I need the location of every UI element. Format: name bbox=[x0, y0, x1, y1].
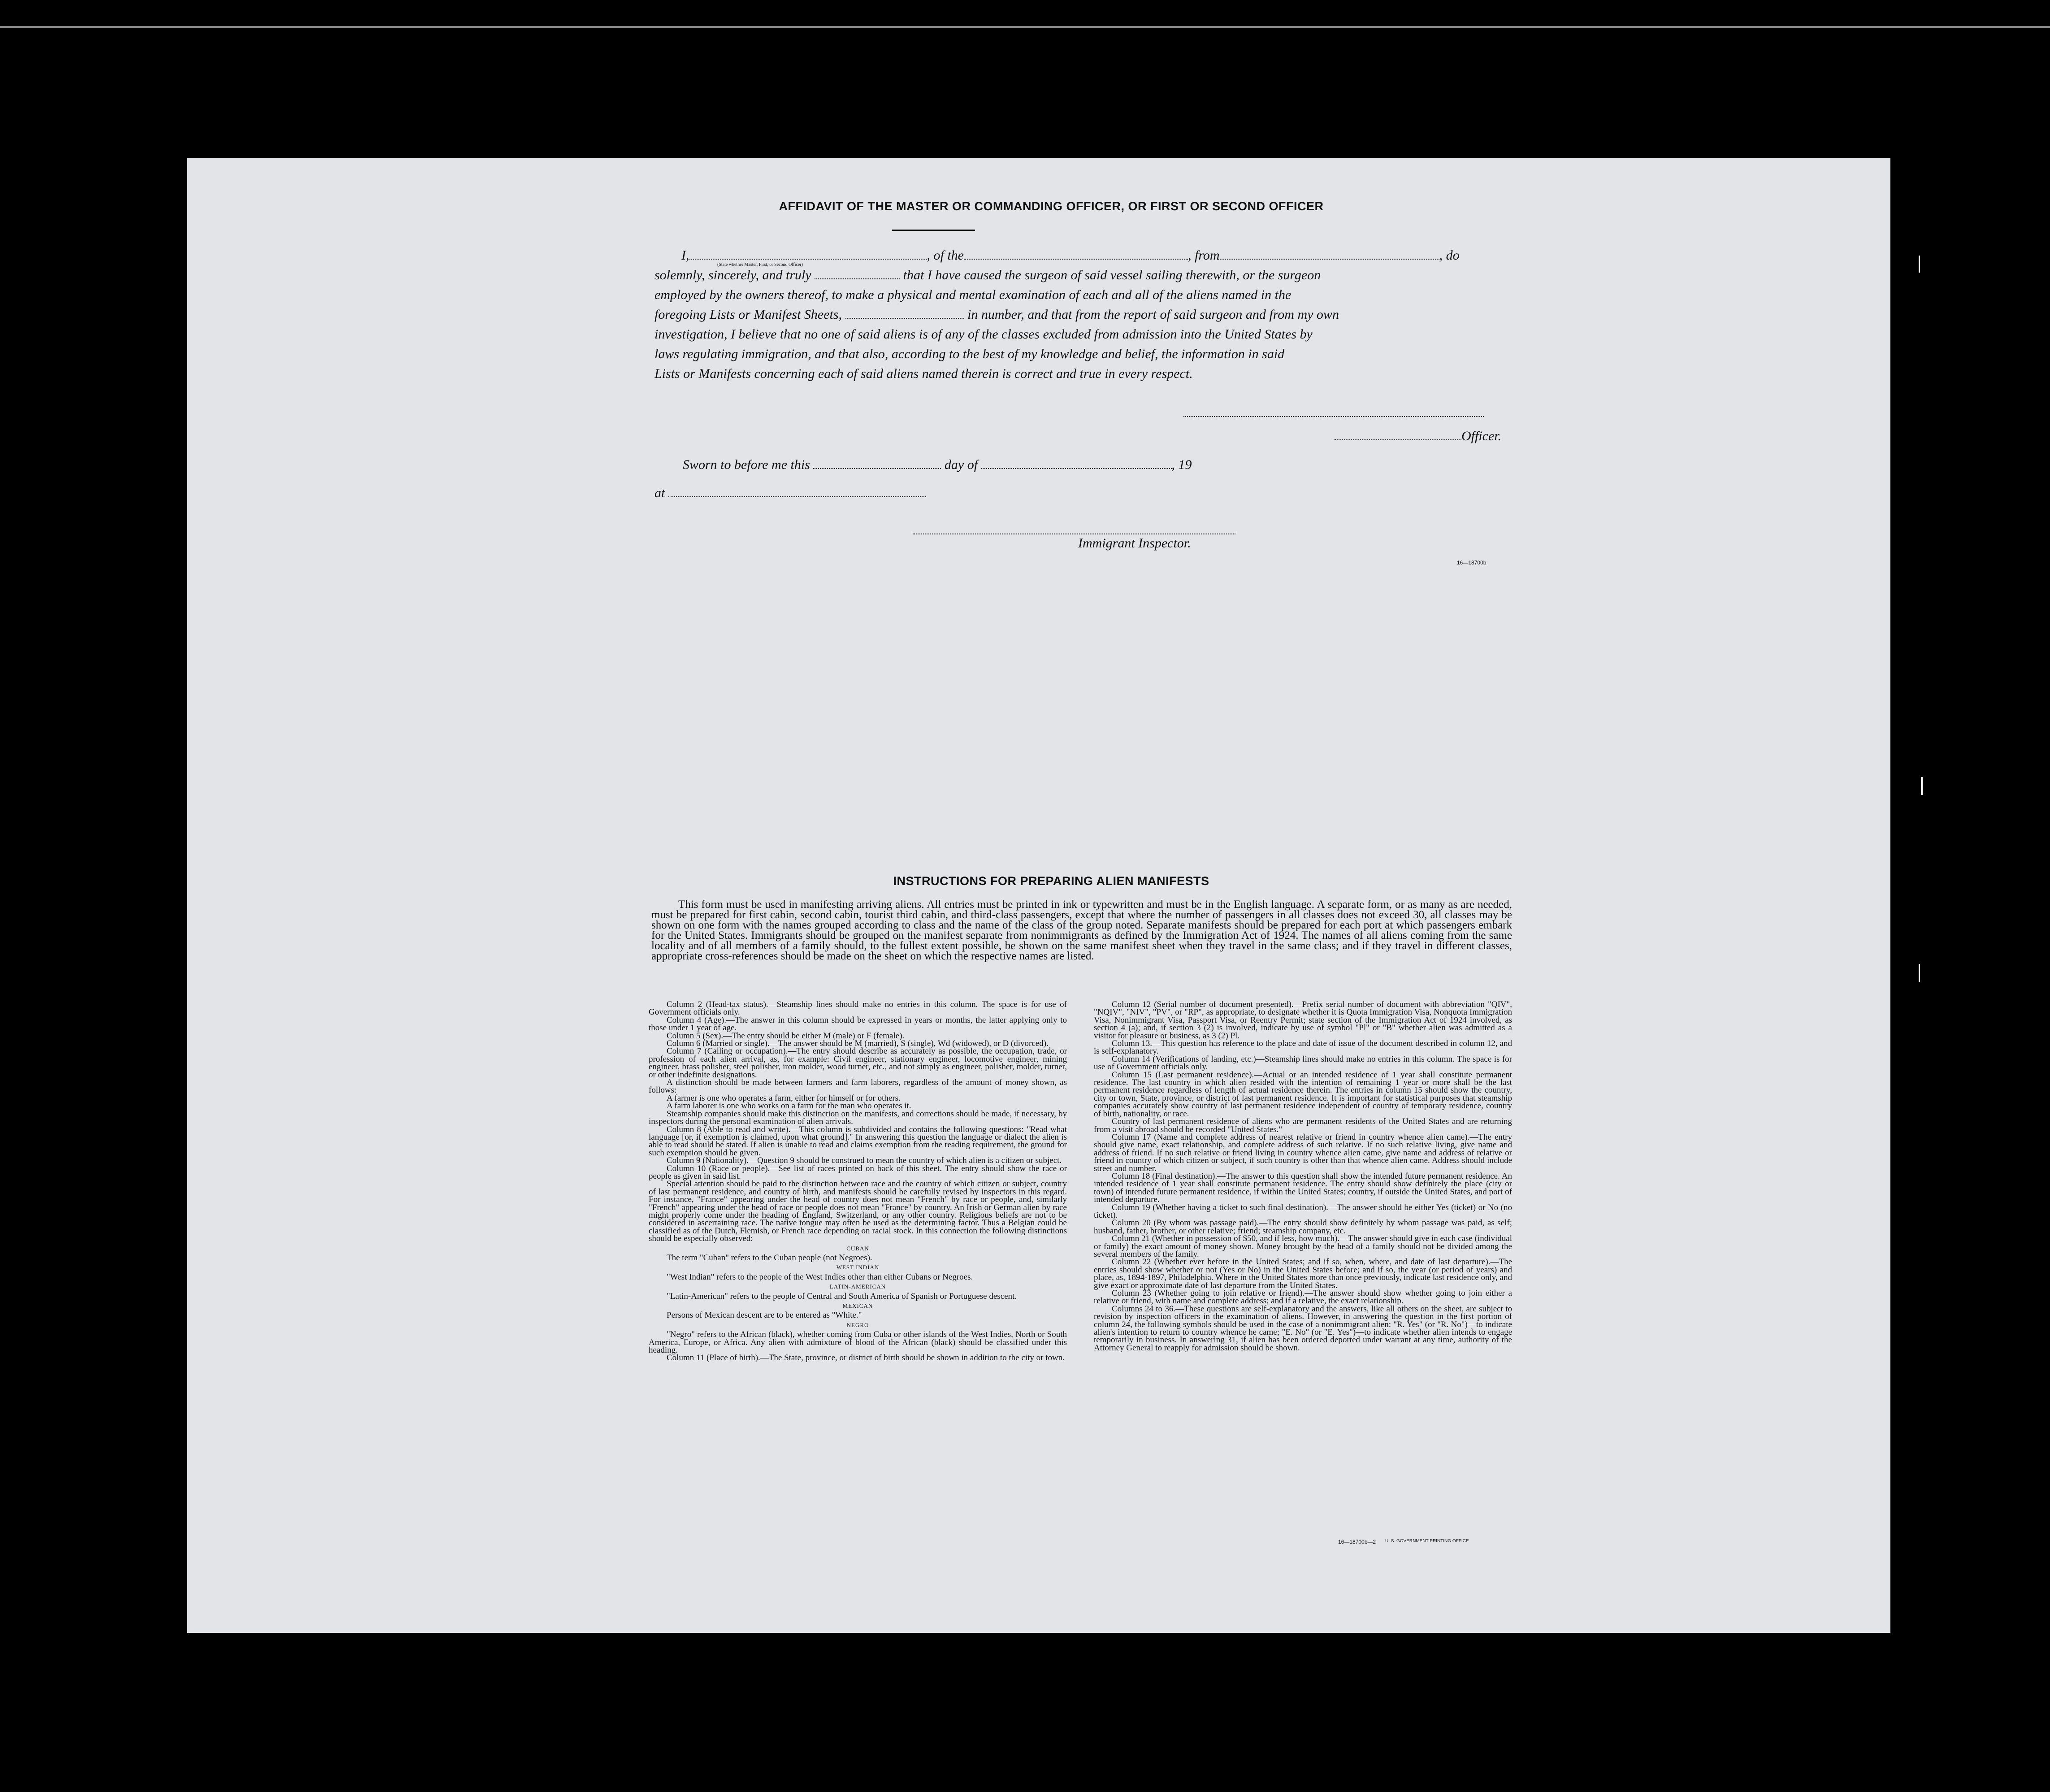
affidavit-line-3: employed by the owners thereof, to make a physical and mental examination of each and all of the aliens named in the bbox=[654, 287, 1292, 302]
instruction-paragraph: Column 13.—This question has reference to the place and date of issue of the document described in column 12, and is self-explanatory. bbox=[1094, 1039, 1512, 1056]
instruction-paragraph: Steamship companies should make this distinction on the manifests, and corrections should be made, if necessary, by inspectors during the personal examination of alien arrivals. bbox=[649, 1109, 1067, 1127]
at-line: at bbox=[654, 483, 926, 503]
instruction-paragraph: Column 15 (Last permanent residence).—Actual or an intended residence of 1 year shall constitute permanent residence. The last country in which alien resided with the intention of remaining 1 year or more shall be the last permanent residence regardless of length of actual residence therein. The entries in column 15 should show the country, city or town, State, province, or district of last permanent residence. It is important for statistical purposes that steamship companies accurately show country of last permanent residence independent of country of temporary residence, country of birth, nationality, or race. bbox=[1094, 1070, 1512, 1119]
sworn-month-blank bbox=[981, 468, 1172, 469]
instruction-paragraph: Column 2 (Head-tax status).—Steamship lines should make no entries in this column. The space is for use of Government officials only. bbox=[649, 1000, 1067, 1017]
instruction-paragraph: Column 14 (Verifications of landing, etc.)—Steamship lines should make no entries in this column. The space is for use of Government officials only. bbox=[1094, 1054, 1512, 1072]
port-from-blank bbox=[1220, 259, 1439, 260]
instruction-paragraph: Column 19 (Whether having a ticket to such final destination).—The answer should be either Yes (ticket) or No (no ticket). bbox=[1094, 1202, 1512, 1220]
oath-blank bbox=[815, 278, 900, 279]
instruction-paragraph: Column 11 (Place of birth).—The State, province, or district of birth should be shown in addition to the city or town. bbox=[667, 1353, 1065, 1363]
instruction-paragraph: Column 7 (Calling or occupation).—The entry should describe as accurately as possible, the occupation, trade, or profession of each alien arrival, as, for example: Civil engineer, stationary engineer, locomotive engineer, mining engineer, brass polisher, steel polisher, iron molder, wood turner, etc., and not simply as engineer, polisher, molder, turner, or other indefinite designations. bbox=[649, 1046, 1067, 1080]
scan-mark bbox=[1919, 964, 1920, 982]
officer-signature-line bbox=[1334, 429, 1501, 444]
officer-rank-note: (State whether Master, First, or Second Officer) bbox=[717, 262, 803, 267]
punch-hole bbox=[1895, 1151, 1926, 1176]
scan-mark bbox=[1919, 256, 1920, 273]
punch-hole bbox=[1895, 1432, 1926, 1456]
instructions-right-column bbox=[1094, 1001, 1512, 1352]
instruction-paragraph: Country of last permanent residence of aliens who are permanent residents of the United States and are returning from a visit abroad should be recorded "United States." bbox=[1094, 1117, 1512, 1134]
instructions-heading: INSTRUCTIONS FOR PREPARING ALIEN MANIFESTS bbox=[893, 874, 1209, 888]
instruction-paragraph: Column 18 (Final destination).—The answer to this question shall show the intended future permanent residence. An intended residence of 1 year shall constitute permanent residence. The entry should show definitely the place (city or town) of intended future permanent residence, if within the United States; country, if outside the United States, and port of intended departure. bbox=[1094, 1171, 1512, 1205]
instruction-paragraph: Column 8 (Able to read and write).—This column is subdivided and contains the following questions: "Read what language [or, if exemption is claimed, upon what ground]." In answering this question the language or dialect the alien is able to read should be stated. If alien is unable to read and claims exemption from the reading requirement, the ground for such exemption should be given. bbox=[649, 1124, 1067, 1158]
punch-hole bbox=[1895, 675, 1926, 699]
race-def-west-indian: "West Indian" refers to the people of the West Indies other than either Cubans or Negroes. bbox=[667, 1272, 973, 1282]
sworn-day-blank bbox=[813, 468, 941, 469]
affidavit-heading: AFFIDAVIT OF THE MASTER OR COMMANDING OFFICER, OR FIRST OR SECOND OFFICER bbox=[779, 200, 1324, 213]
footer-printer: U. S. GOVERNMENT PRINTING OFFICE bbox=[1385, 1539, 1469, 1544]
instruction-paragraph: A farmer is one who operates a farm, either for himself or for others. bbox=[667, 1093, 901, 1103]
footer-form-number: 16—18700b—2 bbox=[1338, 1539, 1376, 1545]
heading-rule bbox=[892, 230, 975, 231]
punch-hole bbox=[1895, 602, 1926, 626]
race-def-negro: "Negro" refers to the African (black), whether coming from Cuba or other islands of the West Indies, North or South America, Europe, or Africa. Any alien with admixture of blood of the African (black) should be classified under this heading. bbox=[649, 1330, 1067, 1355]
race-heading-west-indian: WEST INDIAN bbox=[836, 1264, 880, 1271]
officer-rank-blank bbox=[689, 259, 927, 260]
instruction-paragraph: Column 20 (By whom was passage paid).—The entry should show definitely by whom passage was paid, as self; husband, father, brother, or other relative; friend; steamship company, etc. bbox=[1094, 1218, 1512, 1236]
instruction-paragraph: Column 22 (Whether ever before in the United States; and if so, when, where, and date of last departure).—The entries should show whether or not (Yes or No) in the United States before; and if so, the year (or period of years) and place, as, 1894-1897, Philadelphia. Where in the United States more than once previously, indicate last residence only, and give exact or approximate date of last departure from the United States. bbox=[1094, 1257, 1512, 1290]
instructions-intro: This form must be used in manifesting arriving aliens. All entries must be printed in ink or typewritten and must be in the English language. A separate form, or as many as are needed, must be prepared for first cabin, second cabin, tourist third cabin, and third-class passengers, except that where the number of passengers in all classes does not exceed 30, all classes may be shown on one form with the names grouped according to class and the name of the class of the group noted. Separate manifests should be prepared for each port at which passengers embark for the United States. Immigrants should be grouped on the manifest separate from nonimmigrants as defined by the Immigration Act of 1924. The names of all aliens coming from the same locality and of all members of a family should, to the fullest extent possible, be shown on the same manifest sheet when they travel in the same class; and if they travel in different classes, appropriate cross-references should be made on the sheet on which the respective names are listed. bbox=[651, 898, 1512, 962]
affidavit-line-4: foregoing Lists or Manifest Sheets, in number, and that from the report of said surgeon and from my own bbox=[654, 307, 1339, 322]
instruction-paragraph: Column 5 (Sex).—The entry should be either M (male) or F (female). bbox=[667, 1031, 905, 1041]
place-blank bbox=[668, 496, 926, 497]
instruction-paragraph: Column 9 (Nationality).—Question 9 should be construed to mean the country of which alien is a citizen or subject. bbox=[667, 1156, 1062, 1166]
race-def-mexican: Persons of Mexican descent are to be entered as "White." bbox=[667, 1310, 862, 1320]
instruction-paragraph: Column 10 (Race or people).—See list of races printed on back of this sheet. The entry should show the race or people as given in said list. bbox=[649, 1163, 1067, 1181]
sworn-line: Sworn to before me this day of , 19 bbox=[683, 457, 1192, 472]
scan-mark bbox=[1921, 777, 1923, 795]
instruction-paragraph: Column 23 (Whether going to join relative or friend).—The answer should show whether going to join either a relative or friend, with name and complete address; and if a relative, the exact relationship. bbox=[1094, 1289, 1512, 1306]
count-blank bbox=[845, 318, 964, 319]
inspector-label: Immigrant Inspector. bbox=[1078, 536, 1191, 551]
race-heading-latin-american: LATIN-AMERICAN bbox=[829, 1283, 886, 1290]
instruction-paragraph: Columns 24 to 36.—These questions are self-explanatory and the answers, like all others on the sheet, are subject to revision by inspection officers in the examination of aliens. However, in answering the question in the first portion of column 24, the following symbols should be used in the case of a nonimmigrant alien: "R. Yes" (or "R. No")—to indicate alien's intention to return to country whence he came; "E. No" (or "E. Yes")—to indicate whether alien intends to engage temporarily in business. In answering 31, if alien has been ordered deported under warrant at any time, authority of the Attorney General to reapply for admission should be shown. bbox=[1094, 1304, 1512, 1353]
instruction-paragraph: Column 12 (Serial number of document presented).—Prefix serial number of document with abbreviation "QIV", "NQIV", "NIV", "PV", or "RP", as appropriate, to designate whether it is Quota Immigration Visa, Nonquota Immigration Visa, Nonimmigrant Visa, Passport Visa, or Reentry Permit; state section of the Immigration Act of 1924 involved, as section 4 (a); and, if section 3 (2) is involved, indicate by use of symbol "Pl" or "B" whether alien was admitted as a visitor for pleasure or business, as 3 (2) Pl. bbox=[1094, 1000, 1512, 1041]
scan-top-line bbox=[0, 26, 2050, 28]
affidavit-line-1: I, , of the , from , do bbox=[681, 248, 1460, 263]
race-heading-negro: NEGRO bbox=[846, 1321, 869, 1328]
form-number: 16—18700b bbox=[1457, 560, 1487, 566]
instruction-paragraph: A farm laborer is one who works on a farm for the man who operates it. bbox=[667, 1101, 911, 1111]
affidavit-line-2: solemnly, sincerely, and truly that I have caused the surgeon of said vessel sailing therewith, or the surgeon bbox=[654, 268, 1321, 282]
punch-hole bbox=[1905, 331, 1936, 355]
instruction-paragraph: Column 17 (Name and complete address of nearest relative or friend in country whence alien came).—The entry should give name, exact relationship, and complete address of such relative. If no such relative living, give name and address of friend. If no such relative or friend living in country whence alien came, give name and address of relative or friend in country of which citizen or subject, if such country is other than that whence alien came. Address should include street and number. bbox=[1094, 1132, 1512, 1173]
race-heading-mexican: MEXICAN bbox=[842, 1302, 873, 1310]
race-def-cuban: The term "Cuban" refers to the Cuban people (not Negroes). bbox=[667, 1253, 872, 1263]
officer-label: Officer. bbox=[1461, 429, 1502, 443]
instruction-paragraph: Column 21 (Whether in possession of $50, and if less, how much).—The answer should give in each case (individual or family) the exact amount of money shown. Money brought by the head of a family should not be divided among the several members of the family. bbox=[1094, 1234, 1512, 1259]
vessel-name-blank bbox=[964, 259, 1188, 260]
signature-line bbox=[1183, 416, 1484, 417]
punch-hole bbox=[1895, 1080, 1926, 1105]
race-def-latin-american: "Latin-American" refers to the people of Central and South America of Spanish or Portuguese descent. bbox=[667, 1291, 1017, 1301]
instruction-paragraph: A distinction should be made between farmers and farm laborers, regardless of the amount of money shown, as follows: bbox=[649, 1078, 1067, 1095]
race-heading-cuban: CUBAN bbox=[846, 1245, 869, 1252]
instructions-left-column bbox=[649, 1001, 1067, 1362]
punch-hole bbox=[1895, 1359, 1926, 1384]
punch-hole bbox=[1905, 402, 1936, 426]
instruction-paragraph: Column 6 (Married or single).—The answer should be M (married), S (single), Wd (widowed), or D (divorced). bbox=[667, 1039, 1049, 1049]
instruction-paragraph: Column 4 (Age).—The answer in this column should be expressed in years or months, the latter applying only to those under 1 year of age. bbox=[649, 1015, 1067, 1033]
affidavit-line-7: Lists or Manifests concerning each of said aliens named therein is correct and true in every respect. bbox=[654, 366, 1193, 381]
instruction-paragraph: Special attention should be paid to the distinction between race and the country of which citizen or subject, country of last permanent residence, and country of birth, and manifests should be carefully revised by inspectors in this regard. For instance, "France" appearing under the head of country does not mean "French" by race or people, and, similarly "French" appearing under the head of race or people does not mean "France" by country. An Irish or German alien by race might properly come under the heading of England, Switzerland, or any other country. Religious beliefs are not to be considered in ascertaining race. The native tongue may often be used as the determining factor. Thus a Belgian could be classified as of the Dutch, Flemish, or French race depending on racial stock. In this connection the following distinctions should be especially observed: bbox=[649, 1179, 1067, 1244]
affidavit-line-5: investigation, I believe that no one of said aliens is of any of the classes excluded from admission into the United States by bbox=[654, 327, 1313, 342]
affidavit-line-6: laws regulating immigration, and that also, according to the best of my knowledge and belief, the information in said bbox=[654, 347, 1285, 361]
